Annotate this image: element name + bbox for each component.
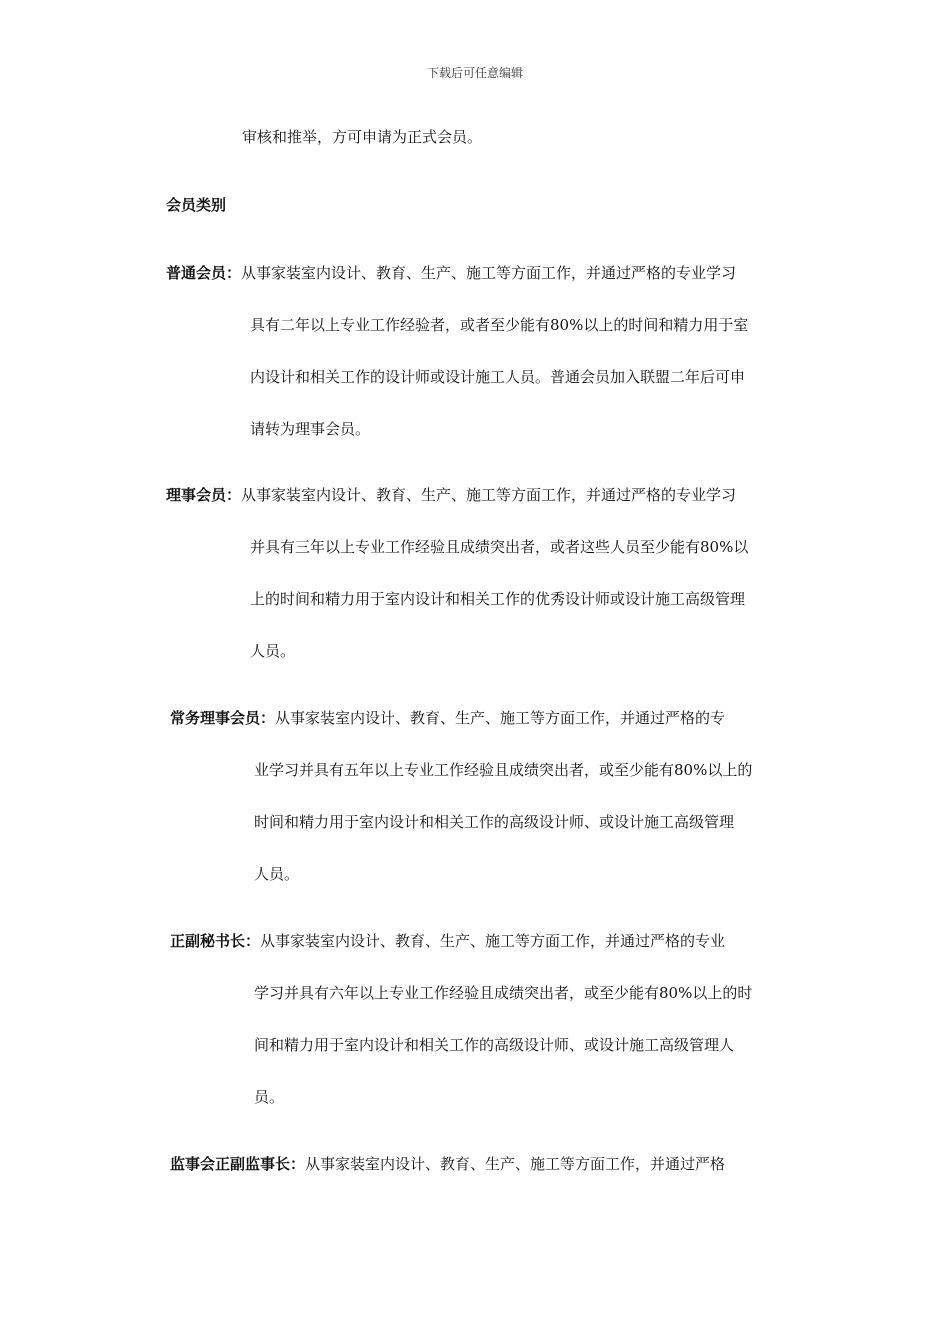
entry-text-line: 间和精力用于室内设计和相关工作的高级设计师、或设计施工高级管理人 — [254, 1036, 735, 1054]
category-term: 常务理事会员： — [170, 709, 276, 727]
entry-first-line — [170, 928, 725, 954]
entry-first-line — [166, 260, 736, 286]
entry-text-line: 具有二年以上专业工作经验者，或者至少能有80%以上的时间和精力用于室 — [250, 316, 749, 334]
entry-first-line — [170, 705, 725, 731]
entry-text-line: 员。 — [254, 1088, 285, 1106]
entry-first-line — [166, 482, 736, 508]
entry-text-line: 从事家装室内设计、教育、生产、施工等方面工作，并通过严格 — [305, 1155, 726, 1173]
entry-text-line: 从事家装室内设计、教育、生产、施工等方面工作，并通过严格的专 — [275, 709, 726, 727]
category-term: 理事会员： — [166, 486, 242, 504]
entry-text-line: 从事家装室内设计、教育、生产、施工等方面工作，并通过严格的专业 — [260, 932, 726, 950]
entry-text-line: 业学习并具有五年以上专业工作经验且成绩突出者，或至少能有80%以上的 — [254, 761, 753, 779]
category-term: 监事会正副监事长： — [170, 1155, 306, 1173]
entry-text-line: 从事家装室内设计、教育、生产、施工等方面工作，并通过严格的专业学习 — [241, 486, 737, 504]
entry-text-line: 学习并具有六年以上专业工作经验且成绩突出者，或至少能有80%以上的时 — [254, 984, 753, 1002]
entry-text-line: 时间和精力用于室内设计和相关工作的高级设计师、或设计施工高级管理 — [254, 813, 735, 831]
category-term: 普通会员： — [166, 264, 242, 282]
entry-text-line: 人员。 — [250, 642, 296, 660]
entry-text-line: 人员。 — [254, 865, 300, 883]
entry-text-line: 并具有三年以上专业工作经验且成绩突出者，或者这些人员至少能有80%以 — [250, 538, 749, 556]
entry-text-line: 请转为理事会员。 — [250, 420, 371, 438]
page-header: 下载后可任意编辑 — [426, 66, 523, 80]
intro-line: 审核和推举，方可申请为正式会员。 — [242, 128, 483, 146]
entry-text-line: 内设计和相关工作的设计师或设计施工人员。普通会员加入联盟二年后可申 — [250, 368, 746, 386]
entry-text-line: 上的时间和精力用于室内设计和相关工作的优秀设计师或设计施工高级管理 — [250, 590, 746, 608]
entry-text-line: 从事家装室内设计、教育、生产、施工等方面工作，并通过严格的专业学习 — [241, 264, 737, 282]
entry-first-line — [170, 1151, 725, 1177]
section-heading: 会员类别 — [166, 196, 227, 214]
category-term: 正副秘书长： — [170, 932, 261, 950]
